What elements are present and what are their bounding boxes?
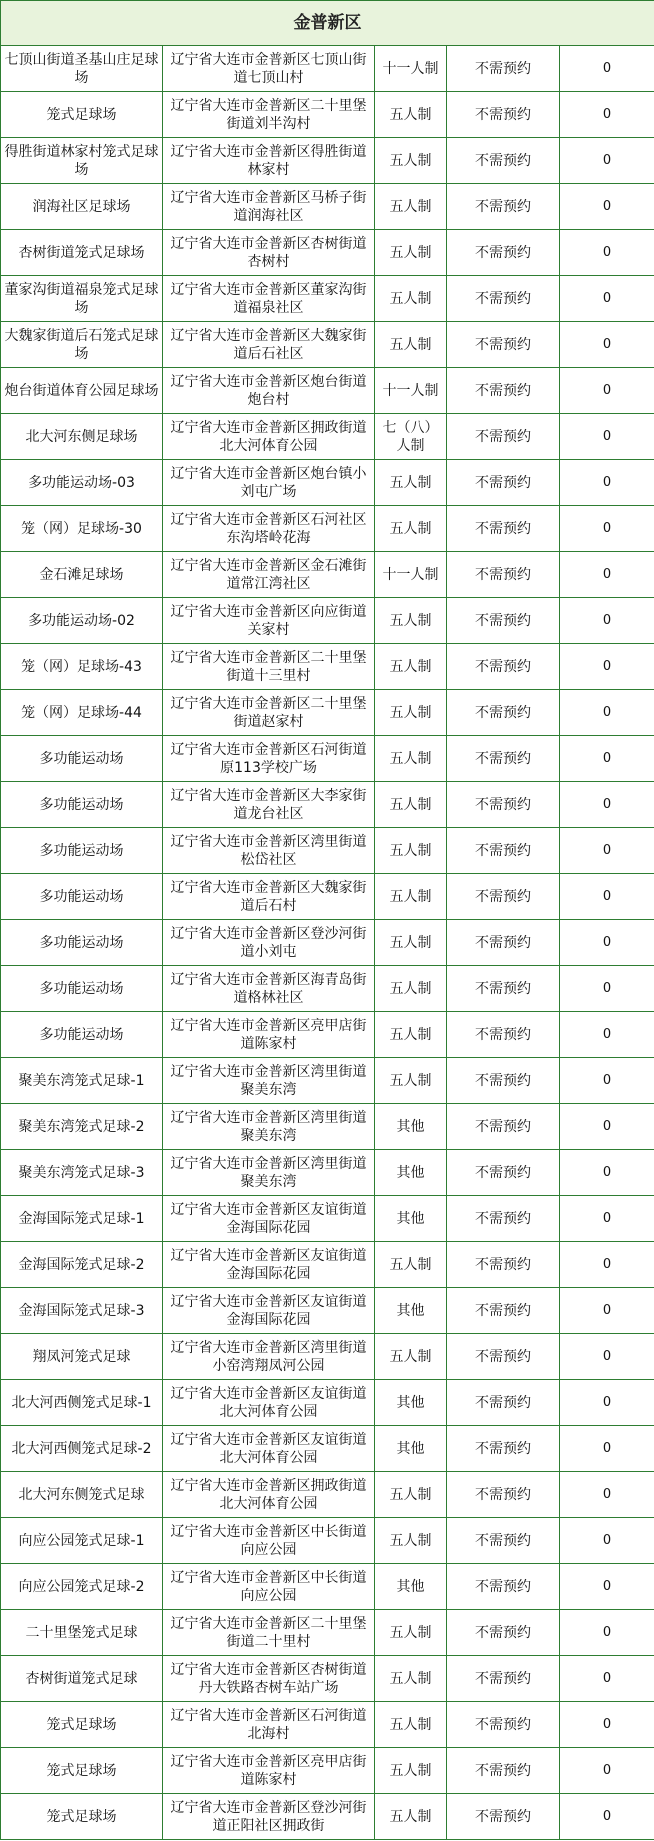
venue-address-cell: 辽宁省大连市金普新区中长街道向应公园 (163, 1564, 375, 1610)
venue-format-cell: 五人制 (375, 138, 447, 184)
venue-name-cell: 金海国际笼式足球-1 (1, 1196, 163, 1242)
venue-name-cell: 向应公园笼式足球-2 (1, 1564, 163, 1610)
venue-name-cell: 笼（网）足球场-44 (1, 690, 163, 736)
venue-address-cell: 辽宁省大连市金普新区金石滩街道常江湾社区 (163, 552, 375, 598)
table-row (1, 1012, 654, 1058)
venue-name-cell: 多功能运动场 (1, 874, 163, 920)
venue-booking-cell: 不需预约 (447, 276, 560, 322)
venue-address-cell: 辽宁省大连市金普新区石河社区东沟塔岭花海 (163, 506, 375, 552)
venue-format-cell: 其他 (375, 1288, 447, 1334)
venue-name-cell: 北大河东侧笼式足球 (1, 1472, 163, 1518)
venue-address-cell: 辽宁省大连市金普新区石河街道北海村 (163, 1702, 375, 1748)
venue-booking-cell: 不需预约 (447, 1334, 560, 1380)
table-row (1, 1610, 654, 1656)
venue-count-cell: 0 (560, 1196, 654, 1242)
table-row (1, 920, 654, 966)
table-row (1, 322, 654, 368)
venue-format-cell: 其他 (375, 1380, 447, 1426)
table-row (1, 1702, 654, 1748)
venue-name-cell: 笼式足球场 (1, 92, 163, 138)
venue-count-cell: 0 (560, 138, 654, 184)
venue-name-cell: 多功能运动场 (1, 920, 163, 966)
venue-address-cell: 辽宁省大连市金普新区马桥子街道润海社区 (163, 184, 375, 230)
venue-format-cell: 五人制 (375, 828, 447, 874)
venue-booking-cell: 不需预约 (447, 552, 560, 598)
venue-booking-cell: 不需预约 (447, 368, 560, 414)
table-row (1, 1518, 654, 1564)
venue-count-cell: 0 (560, 1380, 654, 1426)
venue-booking-cell: 不需预约 (447, 460, 560, 506)
venue-name-cell: 多功能运动场-03 (1, 460, 163, 506)
table-row (1, 46, 654, 92)
venue-address-cell: 辽宁省大连市金普新区二十里堡街道十三里村 (163, 644, 375, 690)
venue-booking-cell: 不需预约 (447, 966, 560, 1012)
venue-format-cell: 其他 (375, 1150, 447, 1196)
table-row (1, 1288, 654, 1334)
table-row (1, 1380, 654, 1426)
table-row (1, 966, 654, 1012)
venue-booking-cell: 不需预约 (447, 138, 560, 184)
venue-name-cell: 炮台街道体育公园足球场 (1, 368, 163, 414)
venue-name-cell: 杏树街道笼式足球场 (1, 230, 163, 276)
venue-format-cell: 五人制 (375, 1656, 447, 1702)
venue-booking-cell: 不需预约 (447, 1196, 560, 1242)
venue-name-cell: 润海社区足球场 (1, 184, 163, 230)
venue-format-cell: 五人制 (375, 184, 447, 230)
venue-format-cell: 其他 (375, 1196, 447, 1242)
venue-count-cell: 0 (560, 874, 654, 920)
table-row (1, 1196, 654, 1242)
venue-booking-cell: 不需预约 (447, 920, 560, 966)
venue-name-cell: 大魏家街道后石笼式足球场 (1, 322, 163, 368)
venue-booking-cell: 不需预约 (447, 1012, 560, 1058)
venue-count-cell: 0 (560, 1104, 654, 1150)
venue-booking-cell: 不需预约 (447, 874, 560, 920)
venue-format-cell: 五人制 (375, 874, 447, 920)
table-row (1, 1334, 654, 1380)
venue-count-cell: 0 (560, 460, 654, 506)
venue-name-cell: 笼式足球场 (1, 1794, 163, 1840)
table-row (1, 1426, 654, 1472)
venue-address-cell: 辽宁省大连市金普新区海青岛街道格林社区 (163, 966, 375, 1012)
venue-count-cell: 0 (560, 1656, 654, 1702)
venue-format-cell: 五人制 (375, 1794, 447, 1840)
venue-count-cell: 0 (560, 1610, 654, 1656)
table-row (1, 690, 654, 736)
table-row (1, 230, 654, 276)
venue-address-cell: 辽宁省大连市金普新区湾里街道小窑湾翔凤河公园 (163, 1334, 375, 1380)
table-row (1, 368, 654, 414)
venue-count-cell: 0 (560, 552, 654, 598)
venue-name-cell: 七顶山街道圣基山庄足球场 (1, 46, 163, 92)
venue-format-cell: 十一人制 (375, 368, 447, 414)
table-row (1, 460, 654, 506)
venue-format-cell: 五人制 (375, 1472, 447, 1518)
venue-count-cell: 0 (560, 1472, 654, 1518)
venue-address-cell: 辽宁省大连市金普新区石河街道原113学校广场 (163, 736, 375, 782)
venue-address-cell: 辽宁省大连市金普新区二十里堡街道赵家村 (163, 690, 375, 736)
venue-booking-cell: 不需预约 (447, 322, 560, 368)
venue-booking-cell: 不需预约 (447, 1472, 560, 1518)
venue-format-cell: 五人制 (375, 690, 447, 736)
venue-booking-cell: 不需预约 (447, 46, 560, 92)
venue-address-cell: 辽宁省大连市金普新区亮甲店街道陈家村 (163, 1748, 375, 1794)
venue-booking-cell: 不需预约 (447, 92, 560, 138)
venue-count-cell: 0 (560, 506, 654, 552)
venue-format-cell: 五人制 (375, 598, 447, 644)
table-row (1, 1058, 654, 1104)
venue-count-cell: 0 (560, 690, 654, 736)
venue-booking-cell: 不需预约 (447, 1104, 560, 1150)
venue-name-cell: 笼（网）足球场-30 (1, 506, 163, 552)
venue-count-cell: 0 (560, 966, 654, 1012)
venue-name-cell: 北大河西侧笼式足球-2 (1, 1426, 163, 1472)
venue-count-cell: 0 (560, 920, 654, 966)
table-row (1, 276, 654, 322)
venue-format-cell: 五人制 (375, 644, 447, 690)
venue-count-cell: 0 (560, 1564, 654, 1610)
venue-name-cell: 翔凤河笼式足球 (1, 1334, 163, 1380)
venue-format-cell: 五人制 (375, 1610, 447, 1656)
venue-booking-cell: 不需预约 (447, 1242, 560, 1288)
venue-address-cell: 辽宁省大连市金普新区向应街道关家村 (163, 598, 375, 644)
venue-booking-cell: 不需预约 (447, 230, 560, 276)
venue-name-cell: 得胜街道林家村笼式足球场 (1, 138, 163, 184)
venue-format-cell: 五人制 (375, 460, 447, 506)
venue-address-cell: 辽宁省大连市金普新区湾里街道松岱社区 (163, 828, 375, 874)
venue-booking-cell: 不需预约 (447, 644, 560, 690)
venue-format-cell: 五人制 (375, 230, 447, 276)
venue-booking-cell: 不需预约 (447, 1610, 560, 1656)
venue-count-cell: 0 (560, 1702, 654, 1748)
table-row (1, 1748, 654, 1794)
table-row (1, 1104, 654, 1150)
venue-address-cell: 辽宁省大连市金普新区大李家街道龙台社区 (163, 782, 375, 828)
table-row (1, 138, 654, 184)
table-body (1, 46, 654, 1840)
venue-name-cell: 董家沟街道福泉笼式足球场 (1, 276, 163, 322)
venue-format-cell: 五人制 (375, 1242, 447, 1288)
table-row (1, 782, 654, 828)
venue-address-cell: 辽宁省大连市金普新区友谊街道金海国际花园 (163, 1242, 375, 1288)
venue-count-cell: 0 (560, 92, 654, 138)
table-row (1, 184, 654, 230)
venue-count-cell: 0 (560, 1334, 654, 1380)
venue-address-cell: 辽宁省大连市金普新区大魏家街道后石村 (163, 874, 375, 920)
venue-address-cell: 辽宁省大连市金普新区友谊街道金海国际花园 (163, 1196, 375, 1242)
venue-address-cell: 辽宁省大连市金普新区拥政街道北大河体育公园 (163, 1472, 375, 1518)
venue-name-cell: 金海国际笼式足球-2 (1, 1242, 163, 1288)
venue-format-cell: 五人制 (375, 506, 447, 552)
venue-booking-cell: 不需预约 (447, 782, 560, 828)
venue-booking-cell: 不需预约 (447, 1288, 560, 1334)
venue-count-cell: 0 (560, 644, 654, 690)
table-row (1, 1150, 654, 1196)
venue-booking-cell: 不需预约 (447, 1794, 560, 1840)
venue-address-cell: 辽宁省大连市金普新区炮台街道炮台村 (163, 368, 375, 414)
table-row (1, 598, 654, 644)
venue-address-cell: 辽宁省大连市金普新区拥政街道北大河体育公园 (163, 414, 375, 460)
venue-format-cell: 其他 (375, 1426, 447, 1472)
venue-count-cell: 0 (560, 1012, 654, 1058)
venue-count-cell: 0 (560, 598, 654, 644)
venue-format-cell: 五人制 (375, 920, 447, 966)
venue-name-cell: 向应公园笼式足球-1 (1, 1518, 163, 1564)
venue-count-cell: 0 (560, 736, 654, 782)
venue-format-cell: 五人制 (375, 1518, 447, 1564)
venue-address-cell: 辽宁省大连市金普新区二十里堡街道刘半沟村 (163, 92, 375, 138)
venue-count-cell: 0 (560, 1150, 654, 1196)
venue-name-cell: 多功能运动场-02 (1, 598, 163, 644)
table-row (1, 644, 654, 690)
table-title: 金普新区 (1, 1, 654, 46)
venue-count-cell: 0 (560, 1518, 654, 1564)
venue-count-cell: 0 (560, 1794, 654, 1840)
venue-count-cell: 0 (560, 1748, 654, 1794)
venue-name-cell: 北大河东侧足球场 (1, 414, 163, 460)
venue-name-cell: 杏树街道笼式足球 (1, 1656, 163, 1702)
venue-address-cell: 辽宁省大连市金普新区湾里街道聚美东湾 (163, 1150, 375, 1196)
venue-format-cell: 五人制 (375, 1334, 447, 1380)
table-row (1, 506, 654, 552)
venue-count-cell: 0 (560, 1288, 654, 1334)
venue-address-cell: 辽宁省大连市金普新区中长街道向应公园 (163, 1518, 375, 1564)
venue-name-cell: 笼（网）足球场-43 (1, 644, 163, 690)
venue-count-cell: 0 (560, 782, 654, 828)
venue-name-cell: 金海国际笼式足球-3 (1, 1288, 163, 1334)
venue-name-cell: 笼式足球场 (1, 1748, 163, 1794)
table-row (1, 1564, 654, 1610)
venue-name-cell: 多功能运动场 (1, 782, 163, 828)
venue-address-cell: 辽宁省大连市金普新区炮台镇小刘屯广场 (163, 460, 375, 506)
table-row (1, 1794, 654, 1840)
venue-address-cell: 辽宁省大连市金普新区湾里街道聚美东湾 (163, 1104, 375, 1150)
venue-address-cell: 辽宁省大连市金普新区大魏家街道后石社区 (163, 322, 375, 368)
venue-address-cell: 辽宁省大连市金普新区得胜街道林家村 (163, 138, 375, 184)
venue-booking-cell: 不需预约 (447, 1748, 560, 1794)
venue-count-cell: 0 (560, 46, 654, 92)
venue-format-cell: 五人制 (375, 782, 447, 828)
venue-address-cell: 辽宁省大连市金普新区友谊街道北大河体育公园 (163, 1380, 375, 1426)
venue-booking-cell: 不需预约 (447, 736, 560, 782)
venue-booking-cell: 不需预约 (447, 414, 560, 460)
venue-booking-cell: 不需预约 (447, 506, 560, 552)
venue-name-cell: 聚美东湾笼式足球-3 (1, 1150, 163, 1196)
venue-address-cell: 辽宁省大连市金普新区登沙河街道正阳社区拥政街 (163, 1794, 375, 1840)
venue-format-cell: 五人制 (375, 966, 447, 1012)
table-row (1, 1242, 654, 1288)
venue-booking-cell: 不需预约 (447, 598, 560, 644)
venue-format-cell: 五人制 (375, 92, 447, 138)
venue-format-cell: 其他 (375, 1564, 447, 1610)
table-row (1, 1472, 654, 1518)
venue-count-cell: 0 (560, 1426, 654, 1472)
venue-count-cell: 0 (560, 184, 654, 230)
venue-format-cell: 五人制 (375, 1012, 447, 1058)
venue-name-cell: 笼式足球场 (1, 1702, 163, 1748)
venue-booking-cell: 不需预约 (447, 1058, 560, 1104)
venue-address-cell: 辽宁省大连市金普新区友谊街道金海国际花园 (163, 1288, 375, 1334)
venue-format-cell: 五人制 (375, 1702, 447, 1748)
venue-format-cell: 五人制 (375, 736, 447, 782)
venue-format-cell: 其他 (375, 1104, 447, 1150)
venue-address-cell: 辽宁省大连市金普新区登沙河街道小刘屯 (163, 920, 375, 966)
table-row (1, 552, 654, 598)
venue-address-cell: 辽宁省大连市金普新区湾里街道聚美东湾 (163, 1058, 375, 1104)
venue-name-cell: 金石滩足球场 (1, 552, 163, 598)
venue-format-cell: 十一人制 (375, 552, 447, 598)
venue-count-cell: 0 (560, 1058, 654, 1104)
venue-name-cell: 多功能运动场 (1, 1012, 163, 1058)
venue-booking-cell: 不需预约 (447, 184, 560, 230)
venue-name-cell: 聚美东湾笼式足球-1 (1, 1058, 163, 1104)
venue-count-cell: 0 (560, 414, 654, 460)
venue-count-cell: 0 (560, 322, 654, 368)
venue-address-cell: 辽宁省大连市金普新区七顶山街道七顶山村 (163, 46, 375, 92)
table-row (1, 1656, 654, 1702)
venue-booking-cell: 不需预约 (447, 1150, 560, 1196)
venue-name-cell: 多功能运动场 (1, 828, 163, 874)
venue-name-cell: 北大河西侧笼式足球-1 (1, 1380, 163, 1426)
venue-name-cell: 二十里堡笼式足球 (1, 1610, 163, 1656)
venue-address-cell: 辽宁省大连市金普新区杏树街道杏树村 (163, 230, 375, 276)
venue-name-cell: 聚美东湾笼式足球-2 (1, 1104, 163, 1150)
venue-booking-cell: 不需预约 (447, 690, 560, 736)
venue-format-cell: 五人制 (375, 276, 447, 322)
venue-count-cell: 0 (560, 1242, 654, 1288)
venue-format-cell: 五人制 (375, 1748, 447, 1794)
venue-format-cell: 五人制 (375, 322, 447, 368)
venue-booking-cell: 不需预约 (447, 1518, 560, 1564)
table-row (1, 92, 654, 138)
table-row (1, 414, 654, 460)
venue-address-cell: 辽宁省大连市金普新区亮甲店街道陈家村 (163, 1012, 375, 1058)
venue-count-cell: 0 (560, 230, 654, 276)
table-row (1, 828, 654, 874)
venue-address-cell: 辽宁省大连市金普新区杏树街道丹大铁路杏树车站广场 (163, 1656, 375, 1702)
venue-format-cell: 十一人制 (375, 46, 447, 92)
venue-address-cell: 辽宁省大连市金普新区友谊街道北大河体育公园 (163, 1426, 375, 1472)
venue-count-cell: 0 (560, 276, 654, 322)
venue-address-cell: 辽宁省大连市金普新区二十里堡街道二十里村 (163, 1610, 375, 1656)
table-row (1, 736, 654, 782)
venue-booking-cell: 不需预约 (447, 1380, 560, 1426)
table-row (1, 874, 654, 920)
venue-booking-cell: 不需预约 (447, 1426, 560, 1472)
venue-booking-cell: 不需预约 (447, 828, 560, 874)
venue-name-cell: 多功能运动场 (1, 966, 163, 1012)
venue-address-cell: 辽宁省大连市金普新区董家沟街道福泉社区 (163, 276, 375, 322)
venue-format-cell: 七（八）人制 (375, 414, 447, 460)
venue-booking-cell: 不需预约 (447, 1702, 560, 1748)
venue-booking-cell: 不需预约 (447, 1656, 560, 1702)
venue-name-cell: 多功能运动场 (1, 736, 163, 782)
venue-count-cell: 0 (560, 368, 654, 414)
venue-count-cell: 0 (560, 828, 654, 874)
venue-booking-cell: 不需预约 (447, 1564, 560, 1610)
venue-format-cell: 五人制 (375, 1058, 447, 1104)
